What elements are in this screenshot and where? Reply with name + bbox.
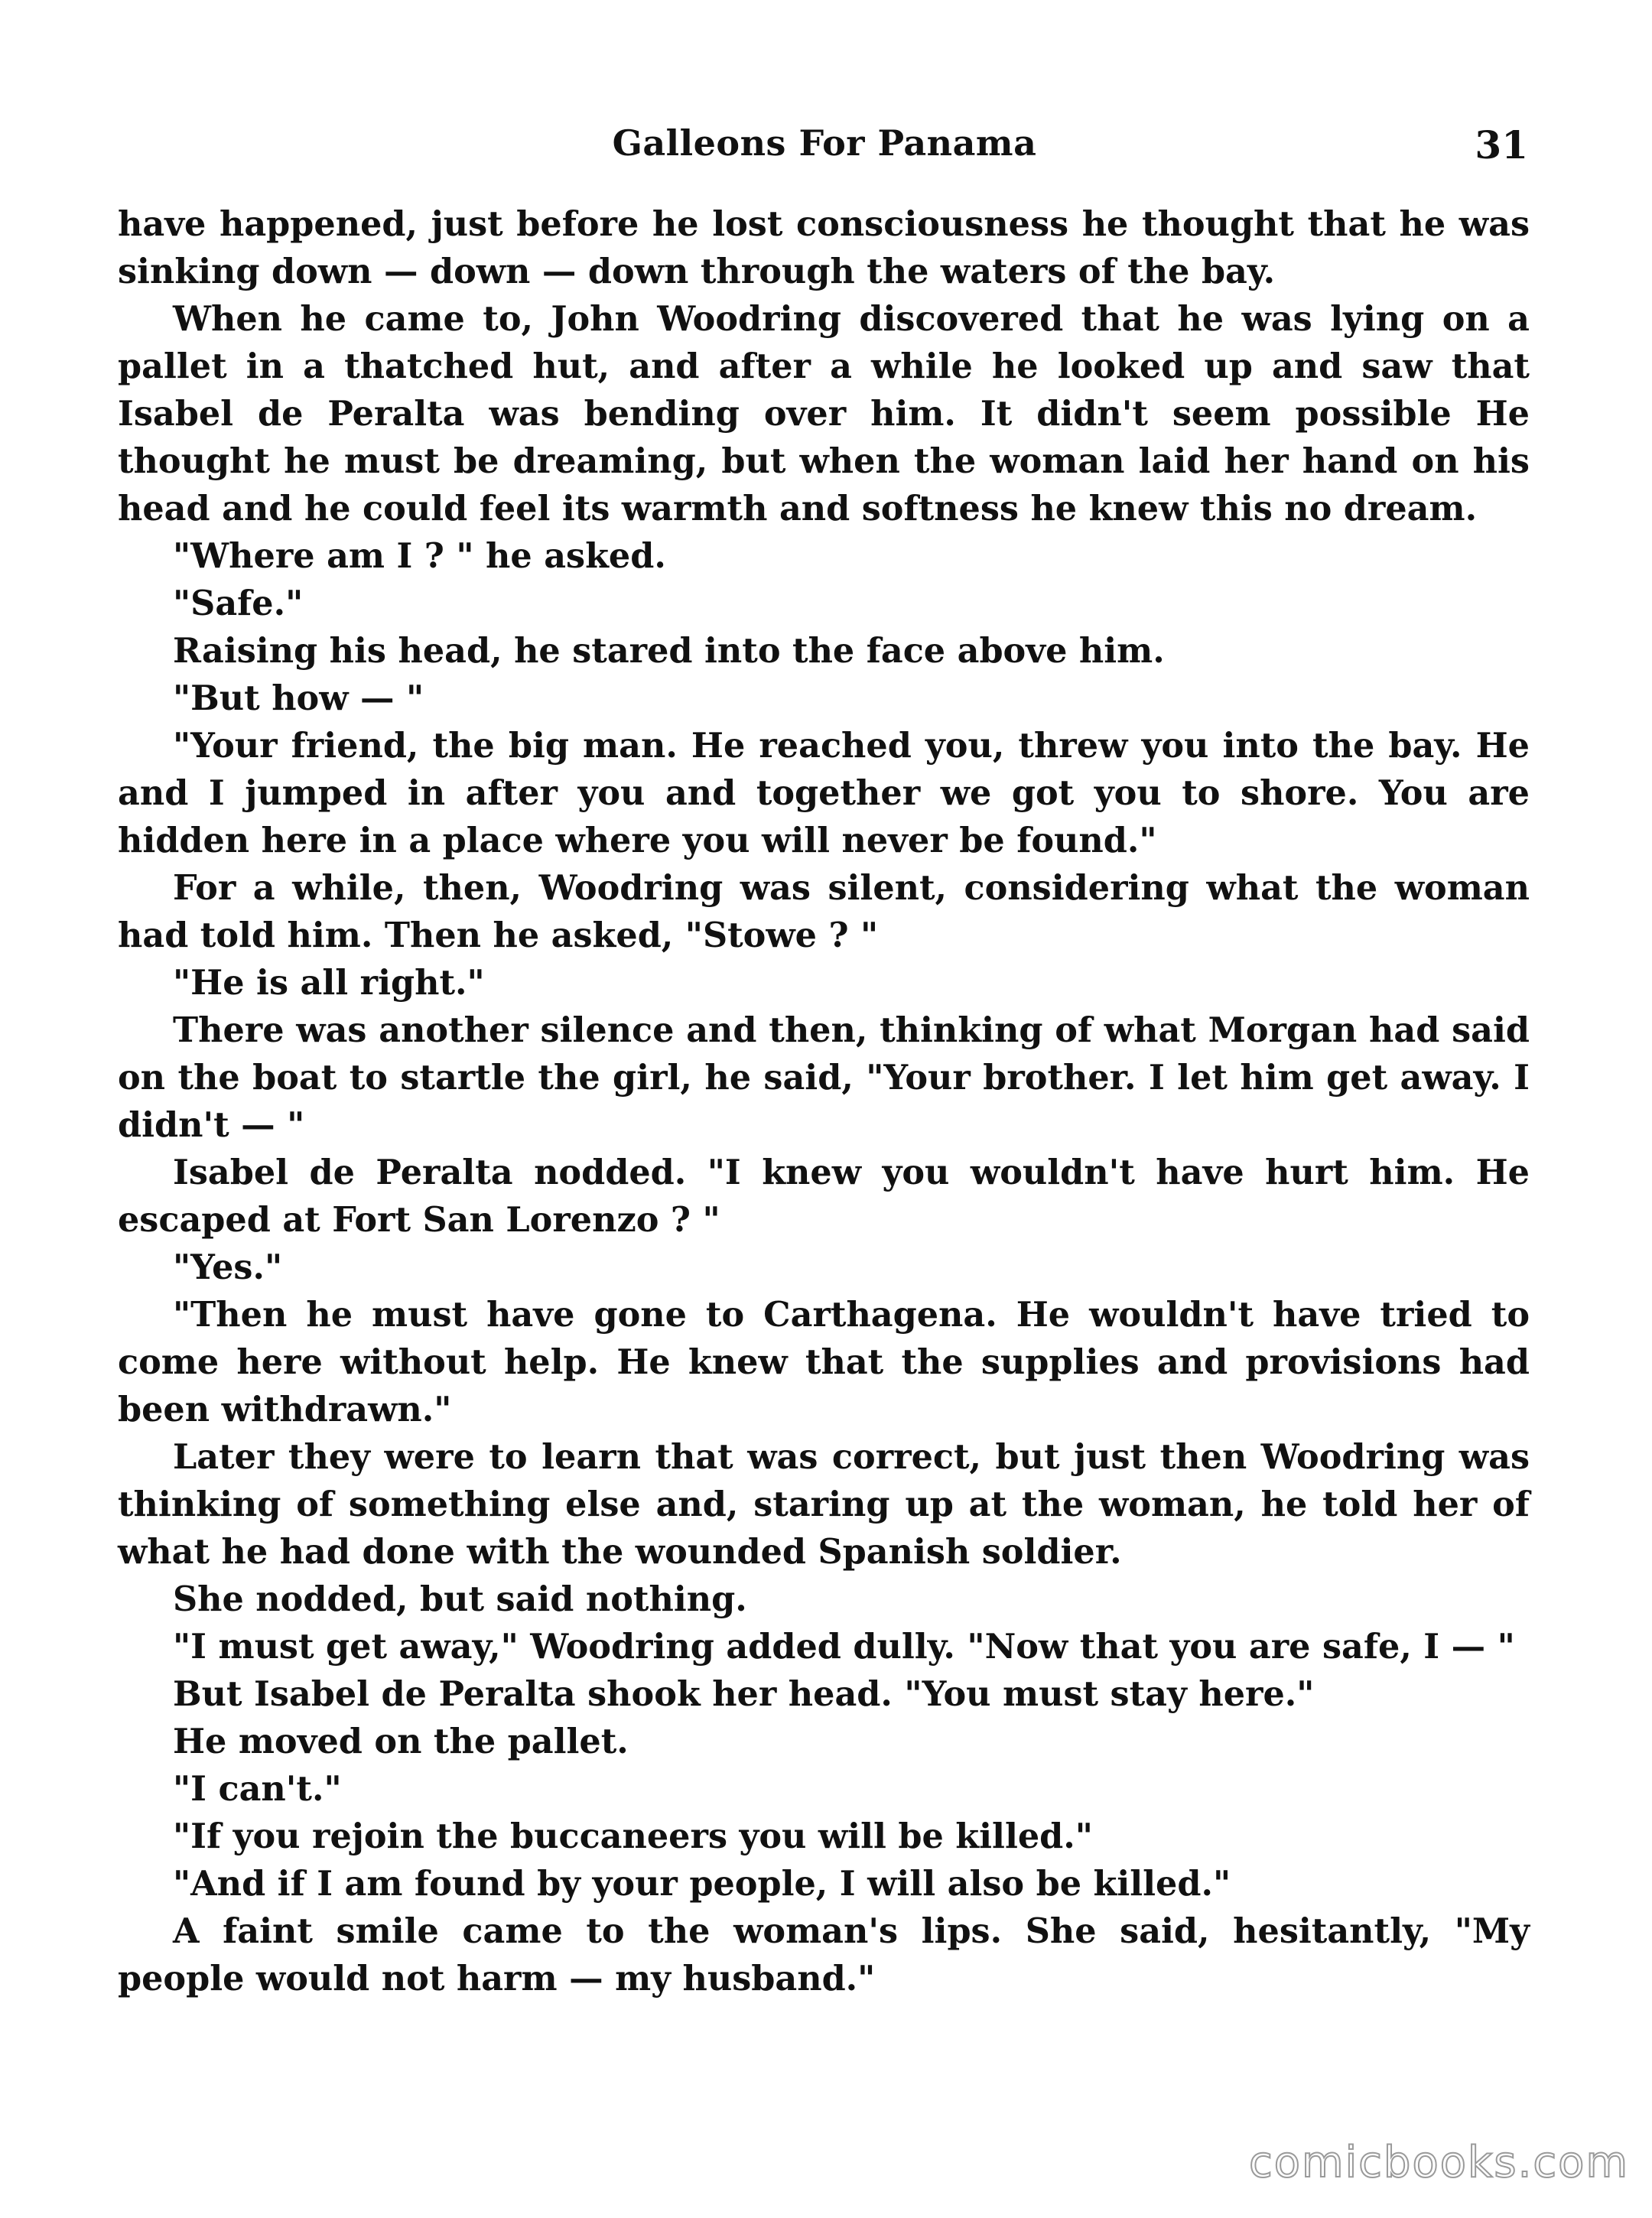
paragraph: Later they were to learn that was correct, but just then Woodring was thinking of something else and, staring up at the woman, he told her of what he had done with the wounded Spanish soldier. bbox=[118, 1437, 1530, 1572]
paragraph: Raising his head, he stared into the face above him. bbox=[173, 631, 1165, 671]
paragraph: "Your friend, the big man. He reached you, threw you into the bay. He and I jumped in after you and together we got you to shore. You are hidden here in a place where you will never be found." bbox=[118, 726, 1530, 860]
paragraph: He moved on the pallet. bbox=[173, 1722, 629, 1761]
paragraph: "Where am I ? " he asked. bbox=[173, 536, 666, 576]
paragraph: "Then he must have gone to Carthagena. He wouldn't have tried to come here without help. He knew that the supplies and provisions had been withdrawn." bbox=[118, 1295, 1530, 1429]
paragraph: "And if I am found by your people, I will also be killed." bbox=[173, 1864, 1231, 1904]
paragraph: "I must get away," Woodring added dully. "Now that you are safe, I — " bbox=[173, 1627, 1515, 1667]
paragraph: "I can't." bbox=[173, 1769, 342, 1809]
paragraph: Isabel de Peralta nodded. "I knew you wouldn't have hurt him. He escaped at Fort San Lorenzo ? " bbox=[118, 1153, 1530, 1240]
paragraph: A faint smile came to the woman's lips. She said, hesitantly, "My people would not harm — my husband." bbox=[118, 1911, 1530, 1998]
paragraph: "Safe." bbox=[173, 584, 304, 623]
paragraph: But Isabel de Peralta shook her head. "You must stay here." bbox=[173, 1674, 1315, 1714]
paragraph: When he came to, John Woodring discovered that he was lying on a pallet in a thatched hut, and after a while he looked up and saw that Isabel de Peralta was bending over him. It didn't seem possible He thought he must be dreaming, but when the woman laid her hand on his head and he could feel its warmth and softness he knew this no dream. bbox=[118, 299, 1530, 528]
paragraph: have happened, just before he lost consciousness he thought that he was sinking down — down — down through the waters of the bay. bbox=[118, 204, 1530, 291]
paragraph: "Yes." bbox=[173, 1247, 283, 1287]
paragraph: "He is all right." bbox=[173, 963, 485, 1003]
paragraph: For a while, then, Woodring was silent, considering what the woman had told him. Then he asked, "Stowe ? " bbox=[118, 868, 1530, 955]
paragraph: "If you rejoin the buccaneers you will be killed." bbox=[173, 1816, 1093, 1856]
watermark: comicbooks.com bbox=[1248, 2138, 1629, 2187]
running-title: Galleons For Panama bbox=[612, 122, 1037, 164]
paragraph: There was another silence and then, thinking of what Morgan had said on the boat to startle the girl, he said, "Your brother. I let him get away. I didn't — " bbox=[118, 1010, 1530, 1145]
paragraph: She nodded, but said nothing. bbox=[173, 1579, 747, 1619]
body-text bbox=[118, 200, 1530, 2002]
page-number: 31 bbox=[1475, 122, 1528, 167]
page-header bbox=[121, 122, 1528, 177]
paragraph: "But how — " bbox=[173, 678, 424, 718]
